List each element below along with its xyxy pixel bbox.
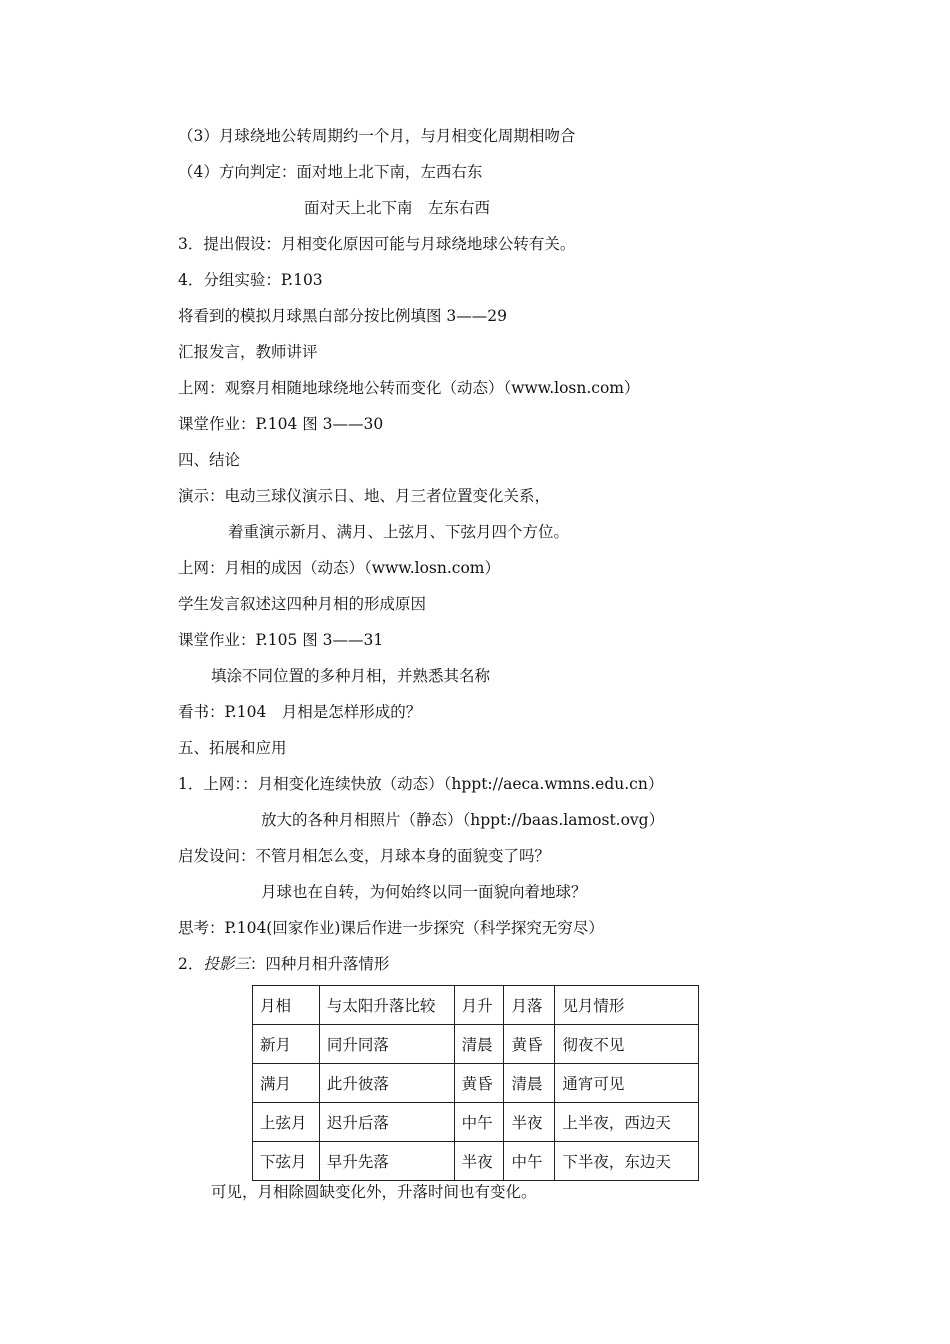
text-line-fill-phases: 填涂不同位置的多种月相，并熟悉其名称 xyxy=(211,667,491,685)
table-row xyxy=(253,1142,699,1181)
table-cell: 早升先落 xyxy=(319,1142,454,1181)
text-line-classwork-31: 课堂作业：P.105 图 3——31 xyxy=(178,631,384,649)
table-cell: 此升彼落 xyxy=(319,1064,454,1103)
text-line-question-1: 启发设问：不管月相怎么变，月球本身的面貌变了吗？ xyxy=(178,847,551,865)
moon-phase-table xyxy=(252,985,699,1181)
text-line-photos: 放大的各种月相照片（静态）（hppt://baas.lamost.ovg） xyxy=(261,811,665,829)
table-cell: 迟升后落 xyxy=(319,1103,454,1142)
text-line-classwork-30: 课堂作业：P.104 图 3——30 xyxy=(178,415,384,433)
text-line-online-observe: 上网：观察月相随地球绕地公转而变化（动态）（www.losn.com） xyxy=(178,379,640,397)
table-row xyxy=(253,1064,699,1103)
table-cell: 黄昏 xyxy=(454,1064,504,1103)
table-cell: 下弦月 xyxy=(253,1142,320,1181)
table-header-row xyxy=(253,986,699,1025)
table-header-cell: 月落 xyxy=(504,986,555,1025)
table-cell: 清晨 xyxy=(454,1025,504,1064)
table-cell: 清晨 xyxy=(504,1064,555,1103)
table-cell: 半夜 xyxy=(504,1103,555,1142)
text-line-projection xyxy=(178,954,389,974)
table-cell: 黄昏 xyxy=(504,1025,555,1064)
section-heading-extension: 五、拓展和应用 xyxy=(178,739,287,757)
text-line-online-fast: 1．上网：：月相变化连续快放（动态）（hppt://aeca.wmns.edu.cn） xyxy=(178,775,664,793)
text-line-fill-figure: 将看到的模拟月球黑白部分按比例填图 3——29 xyxy=(178,307,508,325)
text-line-revolution-period: （3）月球绕地公转周期约一个月，与月相变化周期相吻合 xyxy=(178,127,576,145)
text-line-think: 思考：P.104(回家作业)课后作进一步探究（科学探究无穷尽） xyxy=(178,919,604,937)
table-cell: 上弦月 xyxy=(253,1103,320,1142)
table-cell: 下半夜，东边天 xyxy=(555,1142,699,1181)
projection-title: ：四种月相升落情形 xyxy=(249,955,390,973)
text-line-read-book: 看书：P.104 月相是怎样形成的？ xyxy=(178,703,422,721)
table-cell: 中午 xyxy=(454,1103,504,1142)
text-line-online-cause: 上网：月相的成因（动态）（www.losn.com） xyxy=(178,559,501,577)
text-line-question-2: 月球也在自转，为何始终以同一面貌向着地球？ xyxy=(261,883,587,901)
text-line-conclusion: 可见，月相除圆缺变化外，升落时间也有变化。 xyxy=(211,1183,537,1201)
table-cell: 满月 xyxy=(253,1064,320,1103)
table-cell: 半夜 xyxy=(454,1142,504,1181)
table-header-cell: 月升 xyxy=(454,986,504,1025)
table-header-cell: 与太阳升落比较 xyxy=(319,986,454,1025)
table-cell: 中午 xyxy=(504,1142,555,1181)
table-row xyxy=(253,1025,699,1064)
table-cell: 新月 xyxy=(253,1025,320,1064)
table-cell: 通宵可见 xyxy=(555,1064,699,1103)
table-row xyxy=(253,1103,699,1142)
table-header-cell: 见月情形 xyxy=(555,986,699,1025)
text-line-demo: 演示：电动三球仪演示日、地、月三者位置变化关系， xyxy=(178,487,551,505)
table-cell: 彻夜不见 xyxy=(555,1025,699,1064)
table-header-cell: 月相 xyxy=(253,986,320,1025)
text-line-direction-ground: （4）方向判定：面对地上北下南，左西右东 xyxy=(178,163,483,181)
text-line-hypothesis: 3．提出假设：月相变化原因可能与月球绕地球公转有关。 xyxy=(178,235,576,253)
section-heading-conclusion: 四、结论 xyxy=(178,451,241,469)
text-line-demo-detail: 着重演示新月、满月、上弦月、下弦月四个方位。 xyxy=(228,523,570,541)
text-line-report: 汇报发言，教师讲评 xyxy=(178,343,318,361)
text-line-student-speech: 学生发言叙述这四种月相的形成原因 xyxy=(178,595,427,613)
text-line-group-experiment: 4．分组实验：P.103 xyxy=(178,271,323,289)
projection-label: 投影三 xyxy=(203,955,250,973)
table-cell: 上半夜，西边天 xyxy=(555,1103,699,1142)
table-cell: 同升同落 xyxy=(319,1025,454,1064)
projection-number: 2． xyxy=(178,955,204,973)
text-line-direction-sky: 面对天上北下南 左东右西 xyxy=(304,199,491,217)
